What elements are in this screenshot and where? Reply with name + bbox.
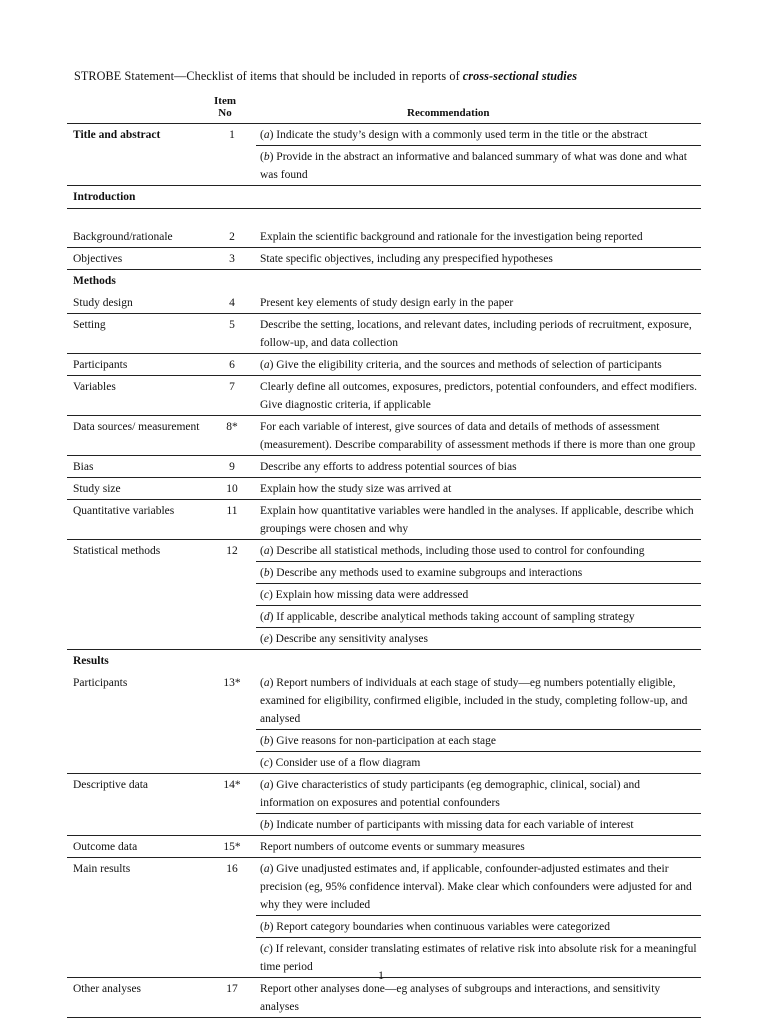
recommendation-text: (a) Describe all statistical methods, including those used to control for confounding	[256, 540, 701, 562]
title-prefix: STROBE Statement—Checklist of items that should be included in reports of	[74, 69, 460, 83]
item-number: 12	[226, 545, 238, 557]
section-heading: Results	[73, 655, 109, 667]
item-number: 16	[226, 863, 238, 875]
recommendation-cell	[256, 456, 701, 477]
item-number: 11	[226, 505, 238, 517]
recommendation-cell	[256, 478, 701, 499]
recommendation-text: Report numbers of outcome events or summary measures	[260, 841, 525, 853]
item-number: 9	[229, 461, 235, 473]
item-number: 3	[229, 253, 235, 265]
row-label: Title and abstract	[73, 129, 161, 141]
recommendation-cell	[256, 540, 701, 649]
row-label: Objectives	[73, 253, 123, 265]
table-row	[67, 456, 701, 478]
recommendation-text: (a) Indicate the study’s design with a commonly used term in the title or the abstract	[256, 124, 701, 146]
row-label: Bias	[73, 461, 94, 473]
recommendation-text: (a) Give the eligibility criteria, and the sources and methods of selection of participants	[260, 359, 662, 371]
row-label: Main results	[73, 863, 131, 875]
recommendation-text: (b) Describe any methods used to examine subgroups and interactions	[256, 562, 701, 584]
item-no-header-line1: Item	[214, 95, 236, 107]
table-row	[67, 416, 701, 456]
page-title	[74, 69, 714, 84]
checklist-table	[67, 93, 701, 1018]
item-number: 15*	[223, 841, 241, 853]
recommendation-cell	[256, 836, 701, 857]
recommendation-cell	[256, 500, 701, 539]
recommendation-text: (e) Describe any sensitivity analyses	[260, 633, 428, 645]
table-row	[67, 478, 701, 500]
recommendation-text: (a) Give characteristics of study participants (eg demographic, clinical, social) and information on exposures and potential confounders	[256, 774, 701, 814]
recommendation-text: (b) Provide in the abstract an informative and balanced summary of what was done and what was found	[260, 151, 687, 181]
table-row	[67, 376, 701, 416]
recommendation-text: (b) Report category boundaries when continuous variables were categorized	[256, 916, 701, 938]
table-row	[67, 978, 701, 1018]
recommendation-text: (c) If relevant, consider translating estimates of relative risk into absolute risk for a meaningful time period	[260, 943, 697, 973]
recommendation-text: Present key elements of study design early in the paper	[260, 297, 514, 309]
recommendation-text: Report other analyses done—eg analyses of subgroups and interactions, and sensitivity analyses	[260, 983, 661, 1013]
table-row	[67, 314, 701, 354]
table-row	[67, 226, 701, 248]
row-label: Statistical methods	[73, 545, 161, 557]
row-label: Setting	[73, 319, 106, 331]
item-no-header	[207, 95, 243, 119]
item-number: 14*	[223, 779, 241, 791]
recommendation-text: (b) Indicate number of participants with missing data for each variable of interest	[260, 819, 634, 831]
recommendation-cell	[256, 354, 701, 375]
title-emphasis: cross-sectional studies	[462, 69, 578, 83]
recommendation-text: Describe any efforts to address potential sources of bias	[260, 461, 517, 473]
recommendation-text: (c) Explain how missing data were addressed	[256, 584, 701, 606]
row-label: Study size	[73, 483, 121, 495]
row-label: Descriptive data	[73, 779, 149, 791]
row-label: Variables	[73, 381, 116, 393]
table-row	[67, 354, 701, 376]
recommendation-text: Clearly define all outcomes, exposures, predictors, potential confounders, and effect modifiers. Give diagnostic criteria, if applicable	[260, 381, 697, 411]
table-row	[67, 124, 701, 186]
recommendation-text: (b) Give reasons for non-participation at each stage	[256, 730, 701, 752]
recommendation-cell	[256, 376, 701, 415]
item-number: 4	[229, 297, 235, 309]
table-header	[67, 93, 701, 124]
section-heading: Introduction	[67, 186, 701, 209]
recommendation-cell	[256, 248, 701, 269]
item-number: 6	[229, 359, 235, 371]
recommendation-cell	[256, 416, 701, 455]
table-row	[67, 672, 701, 774]
recommendation-text: (a) Report numbers of individuals at each stage of study—eg numbers potentially eligible, examined for eligibility, confirmed eligible, included in the study, completing follow-up, and analysed	[256, 672, 701, 730]
table-row	[67, 500, 701, 540]
item-number: 13*	[223, 677, 241, 689]
recommendation-cell	[256, 124, 701, 185]
row-label: Participants	[73, 677, 128, 689]
row-label: Data sources/ measurement	[73, 421, 200, 433]
recommendation-text: Explain how quantitative variables were handled in the analyses. If applicable, describe which groupings were chosen and why	[260, 505, 694, 535]
recommendation-text: For each variable of interest, give sources of data and details of methods of assessment (measurement). Describe comparability of assessment methods if there is more than one group	[260, 421, 696, 451]
table-row	[67, 858, 701, 978]
recommendation-text: (c) Consider use of a flow diagram	[260, 757, 421, 769]
item-number: 5	[229, 319, 235, 331]
row-label: Background/rationale	[73, 231, 173, 243]
table-row	[67, 836, 701, 858]
row-label: Other analyses	[73, 983, 142, 995]
table-row	[67, 540, 701, 650]
recommendation-text: Describe the setting, locations, and relevant dates, including periods of recruitment, exposure, follow-up, and data collection	[260, 319, 692, 349]
recommendation-text: (a) Give unadjusted estimates and, if applicable, confounder-adjusted estimates and their precision (eg, 95% confidence interval). Make clear which confounders were adjusted for and why they were included	[256, 858, 701, 916]
recommendation-text: State specific objectives, including any prespecified hypotheses	[260, 253, 553, 265]
row-label: Participants	[73, 359, 128, 371]
recommendation-cell	[256, 226, 701, 247]
item-number: 8*	[226, 421, 238, 433]
recommendation-text: (d) If applicable, describe analytical methods taking account of sampling strategy	[256, 606, 701, 628]
row-label: Study design	[73, 297, 133, 309]
recommendation-cell	[256, 858, 701, 977]
recommendation-cell	[256, 978, 701, 1017]
table-body	[67, 124, 701, 1018]
page-number: 1	[378, 968, 384, 982]
recommendation-cell	[256, 672, 701, 773]
row-label: Quantitative variables	[73, 505, 175, 517]
recommendation-cell	[256, 314, 701, 353]
item-no-header-line2: No	[218, 107, 232, 119]
row-label: Outcome data	[73, 841, 138, 853]
item-number: 2	[229, 231, 235, 243]
item-number: 10	[226, 483, 238, 495]
recommendation-header: Recommendation	[407, 107, 490, 119]
recommendation-text: Explain how the study size was arrived at	[260, 483, 452, 495]
recommendation-cell	[256, 292, 701, 313]
table-row	[67, 774, 701, 836]
recommendation-text: Explain the scientific background and rationale for the investigation being reported	[260, 231, 643, 243]
item-number: 1	[229, 129, 235, 141]
table-row	[67, 292, 701, 314]
item-number: 7	[229, 381, 235, 393]
section-heading: Methods	[73, 275, 116, 287]
table-row	[67, 248, 701, 270]
item-number: 17	[226, 983, 238, 995]
recommendation-cell	[256, 774, 701, 835]
